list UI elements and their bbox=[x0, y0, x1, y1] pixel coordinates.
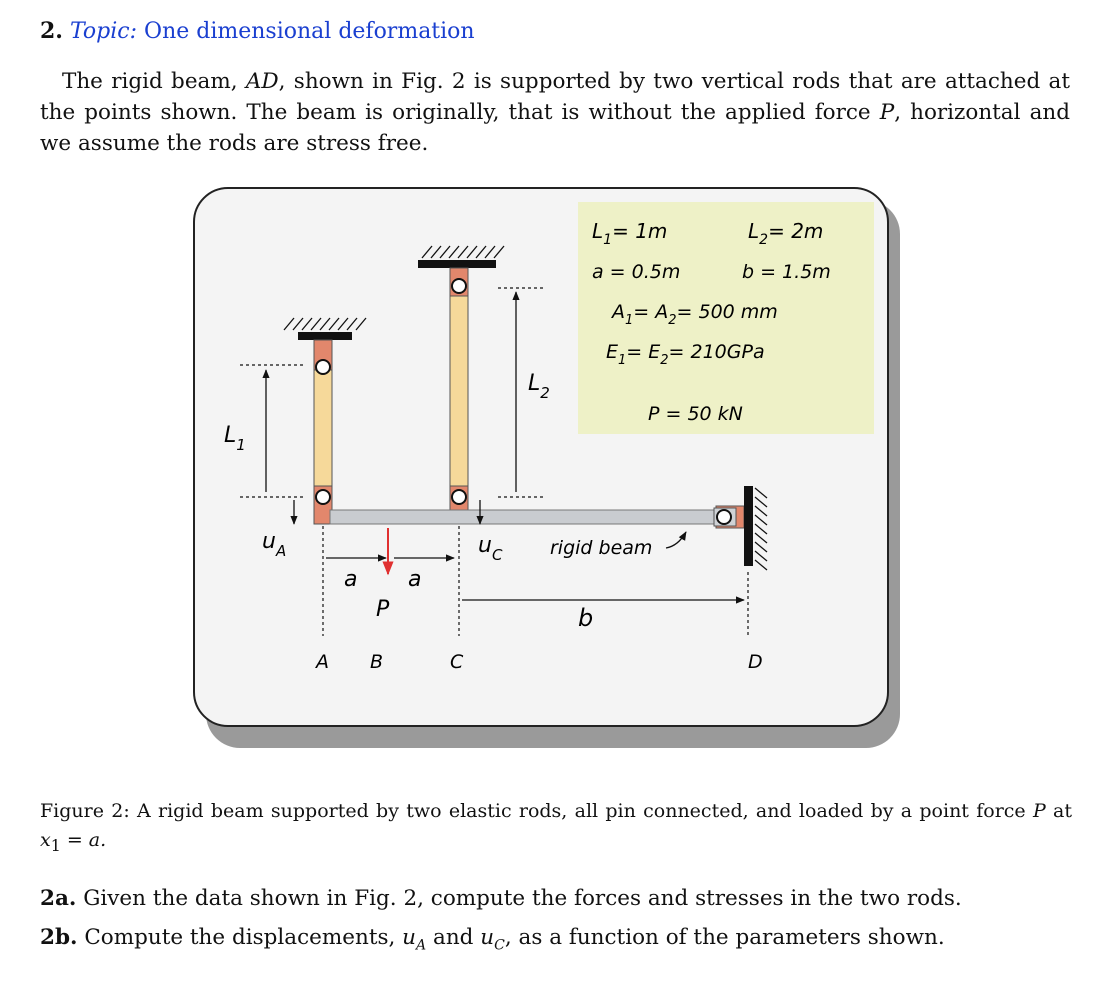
caption-P: P bbox=[1032, 800, 1046, 822]
point-D-label: D bbox=[748, 651, 763, 673]
rod-1-bottom-pin bbox=[316, 490, 330, 504]
question-2b bbox=[40, 925, 945, 953]
q2a-label: 2a. bbox=[40, 886, 77, 911]
uA-label: $u_A$ bbox=[262, 529, 287, 560]
rigid-beam bbox=[330, 510, 726, 524]
q2b-uA: u bbox=[402, 925, 417, 950]
beam-end-pin bbox=[717, 510, 731, 524]
rod-1-top-pin bbox=[316, 360, 330, 374]
topic-title: One dimensional deformation bbox=[144, 19, 475, 44]
data-L2: $L_2= 2m$ bbox=[748, 219, 824, 248]
caption-x: x bbox=[40, 829, 51, 851]
topic-label: Topic: bbox=[69, 19, 138, 44]
section-heading bbox=[40, 18, 475, 44]
a2-label: a bbox=[408, 567, 422, 592]
q2a-text: Given the data shown in Fig. 2, compute the forces and stresses in the two rods. bbox=[83, 886, 962, 911]
data-L1: $L_1= 1m$ bbox=[592, 219, 668, 248]
q2b-uC-sub: C bbox=[494, 937, 505, 954]
L1-label: $L_1$ bbox=[224, 423, 246, 454]
figure-2 bbox=[192, 186, 902, 750]
data-A: $A_1= A_2= 500$ mm bbox=[612, 301, 778, 328]
point-C-label: C bbox=[450, 651, 464, 673]
q2b-label: 2b. bbox=[40, 925, 78, 950]
rod-2-top-pin bbox=[452, 279, 466, 293]
data-P: P = 50 kN bbox=[648, 403, 743, 425]
data-E: $E_1= E_2= 210GPa$ bbox=[606, 341, 765, 368]
rod-2-bottom-pin bbox=[452, 490, 466, 504]
intro-text-1: The rigid beam, bbox=[62, 69, 246, 94]
point-A-label: A bbox=[316, 651, 329, 673]
a1-label: a bbox=[344, 567, 358, 592]
data-a: a = 0.5m bbox=[592, 261, 681, 283]
q2b-uA-sub: A bbox=[416, 937, 427, 954]
q2b-tail: , as a function of the parameters shown. bbox=[504, 925, 945, 950]
figure-caption bbox=[40, 797, 1072, 860]
q2b-text: Compute the displacements, bbox=[84, 925, 396, 950]
caption-text: Figure 2: A rigid beam supported by two elastic rods, all pin connected, and loaded by a point force bbox=[40, 800, 1026, 822]
caption-at: at bbox=[1053, 800, 1072, 822]
beam-name: AD bbox=[245, 69, 279, 94]
data-b: b = 1.5m bbox=[742, 261, 831, 283]
L2-label: $L_2$ bbox=[528, 371, 550, 402]
caption-x-sub: 1 bbox=[50, 835, 61, 855]
intro-paragraph bbox=[40, 66, 1070, 159]
P-label: P bbox=[376, 597, 390, 622]
b-label: b bbox=[578, 604, 594, 632]
uC-label: $u_C$ bbox=[478, 533, 503, 564]
rigid-beam-label: rigid beam bbox=[550, 537, 653, 559]
question-2a bbox=[40, 886, 962, 911]
force-symbol: P bbox=[879, 100, 895, 125]
q2b-uC: u bbox=[480, 925, 495, 950]
caption-eq: = a. bbox=[66, 829, 107, 851]
section-number: 2. bbox=[40, 18, 63, 44]
q2b-and: and bbox=[433, 925, 474, 950]
intro-text-2: , shown in Fig. 2 is supported by two vertical rods that are attached at the points shown. The beam is originally, that is without the applied force bbox=[40, 69, 1071, 125]
point-B-label: B bbox=[370, 651, 384, 673]
intro-text-3: , horizontal and we assume the rods are stress free. bbox=[40, 100, 1071, 156]
